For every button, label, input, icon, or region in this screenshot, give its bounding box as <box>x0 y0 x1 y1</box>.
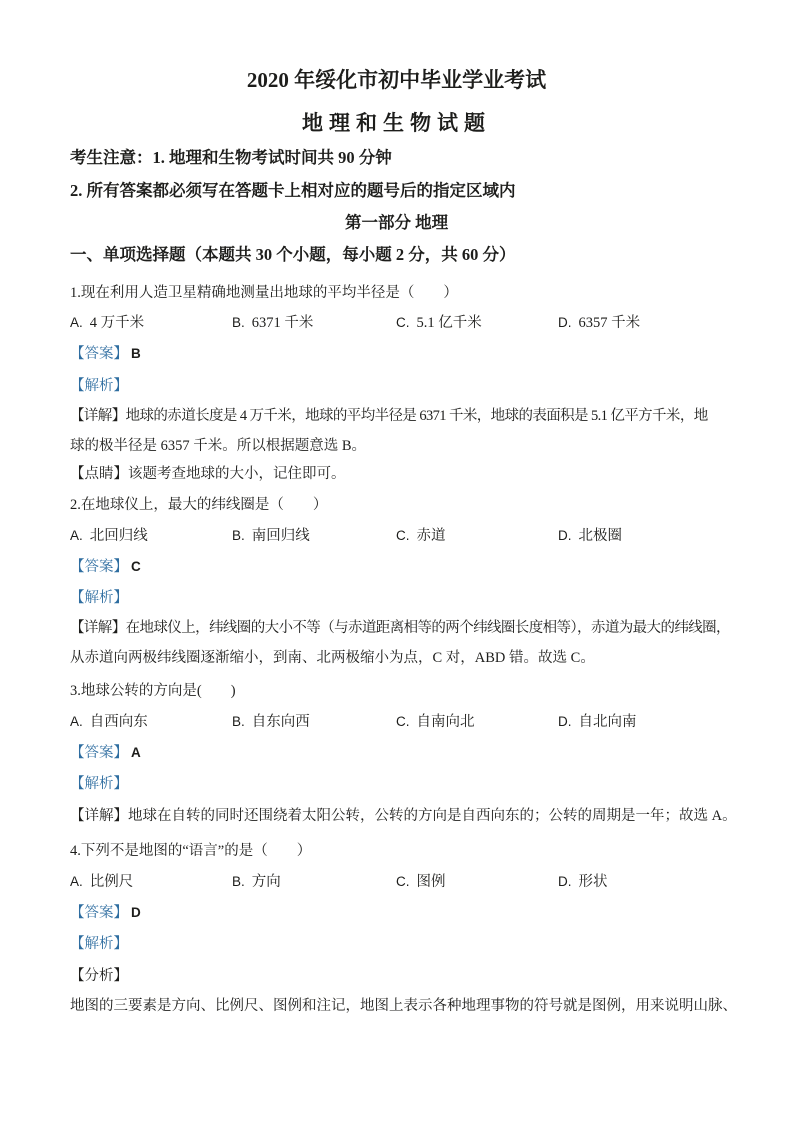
answer-label: 【答案】 <box>70 745 128 761</box>
option-text: 比例尺 <box>89 874 134 890</box>
option-item <box>558 872 608 892</box>
question-3-answer-line <box>70 743 733 763</box>
option-item <box>558 526 622 546</box>
option-item <box>70 526 148 546</box>
question-4-options <box>70 872 733 892</box>
option-letter: B. <box>232 714 245 729</box>
option-letter: B. <box>232 315 245 330</box>
option-text: 图例 <box>416 874 446 890</box>
option-letter: D. <box>558 315 572 330</box>
option-letter: B. <box>232 874 245 889</box>
answer-value: D <box>131 905 141 920</box>
option-item <box>232 313 313 333</box>
question-3-stem: 3.地球公转的方向是( ) <box>70 683 236 699</box>
answer-value: B <box>131 346 141 361</box>
option-letter: C. <box>396 315 410 330</box>
option-text: 北回归线 <box>89 528 148 544</box>
analysis-heading: 【分析】 <box>70 968 128 984</box>
answer-value: A <box>131 745 141 760</box>
option-item <box>558 712 637 732</box>
option-text: 6371 千米 <box>251 315 314 331</box>
option-letter: B. <box>232 528 245 543</box>
option-text: 自南向北 <box>416 714 475 730</box>
option-letter: D. <box>558 874 572 889</box>
option-letter: C. <box>396 874 410 889</box>
question-2-answer-line <box>70 557 733 577</box>
option-letter: A. <box>70 315 83 330</box>
analysis-label: 【解析】 <box>70 936 128 952</box>
option-letter: A. <box>70 714 83 729</box>
option-text: 赤道 <box>416 528 446 544</box>
option-text: 自北向南 <box>578 714 637 730</box>
option-item <box>396 313 482 333</box>
option-letter: C. <box>396 528 410 543</box>
question-2-stem: 2.在地球仪上，最大的纬线圈是（ ） <box>70 497 328 513</box>
question-1-stem: 1.现在利用人造卫星精确地测量出地球的平均半径是（ ） <box>70 285 458 301</box>
option-item <box>232 872 281 892</box>
option-item <box>396 712 475 732</box>
answer-label: 【答案】 <box>70 346 128 362</box>
notice-line-1: 考生注意：1. 地理和生物考试时间共 90 分钟 <box>70 148 392 167</box>
option-letter: A. <box>70 528 83 543</box>
question-2-options <box>70 526 733 546</box>
section-heading: 第一部分 地理 <box>344 213 449 232</box>
explanation-line: 从赤道向两极纬线圈逐渐缩小，到南、北两极缩小为点，C 对，ABD 错。故选 C。 <box>70 650 595 666</box>
option-item <box>70 313 144 333</box>
question-1-answer-line <box>70 344 733 364</box>
option-item <box>232 526 310 546</box>
analysis-label: 【解析】 <box>70 378 128 394</box>
question-1-options <box>70 313 733 333</box>
option-text: 方向 <box>251 874 281 890</box>
explanation-line: 【详解】地球的赤道长度是 4 万千米，地球的平均半径是 6371 千米，地球的表面积是 5.1 亿平方千米，地 <box>70 408 708 424</box>
option-item <box>396 526 446 546</box>
answer-label: 【答案】 <box>70 559 128 575</box>
option-text: 自西向东 <box>89 714 148 730</box>
option-letter: C. <box>396 714 410 729</box>
option-item <box>232 712 310 732</box>
option-text: 4 万千米 <box>89 315 145 331</box>
explanation-line: 【详解】在地球仪上，纬线圈的大小不等（与赤道距离相等的两个纬线圈长度相等），赤道为最大的纬线圈， <box>70 620 730 636</box>
analysis-label: 【解析】 <box>70 590 128 606</box>
option-text: 5.1 亿千米 <box>416 315 482 331</box>
option-item <box>70 712 148 732</box>
notice-line-2: 2. 所有答案都必须写在答题卡上相对应的题号后的指定区域内 <box>70 181 516 200</box>
tip-line: 【点睛】该题考查地球的大小，记住即可。 <box>70 466 346 482</box>
answer-label: 【答案】 <box>70 905 128 921</box>
option-text: 北极圈 <box>578 528 622 544</box>
explanation-line: 【详解】地球在自转的同时还围绕着太阳公转，公转的方向是自西向东的；公转的周期是一年；故选 A。 <box>70 808 737 824</box>
option-text: 形状 <box>578 874 608 890</box>
option-letter: D. <box>558 714 572 729</box>
option-text: 南回归线 <box>251 528 310 544</box>
page-subtitle: 地理和生物试题 <box>302 111 491 135</box>
instruction-heading: 一、单项选择题（本题共 30 个小题，每小题 2 分，共 60 分） <box>70 245 516 264</box>
option-text: 自东向西 <box>251 714 310 730</box>
option-item <box>396 872 446 892</box>
page-title: 2020 年绥化市初中毕业学业考试 <box>246 68 547 92</box>
analysis-paragraph: 地图的三要素是方向、比例尺、图例和注记，地图上表示各种地理事物的符号就是图例，用来说明山脉、 <box>70 998 737 1014</box>
explanation-line: 球的极半径是 6357 千米。所以根据题意选 B。 <box>70 438 367 454</box>
answer-value: C <box>131 559 141 574</box>
option-text: 6357 千米 <box>578 315 641 331</box>
question-4-stem: 4.下列不是地图的“语言”的是（ ） <box>70 843 312 859</box>
option-item <box>70 872 133 892</box>
option-letter: A. <box>70 874 83 889</box>
option-letter: D. <box>558 528 572 543</box>
option-item <box>558 313 640 333</box>
question-4-answer-line <box>70 903 733 923</box>
question-3-options <box>70 712 733 732</box>
analysis-label: 【解析】 <box>70 776 128 792</box>
